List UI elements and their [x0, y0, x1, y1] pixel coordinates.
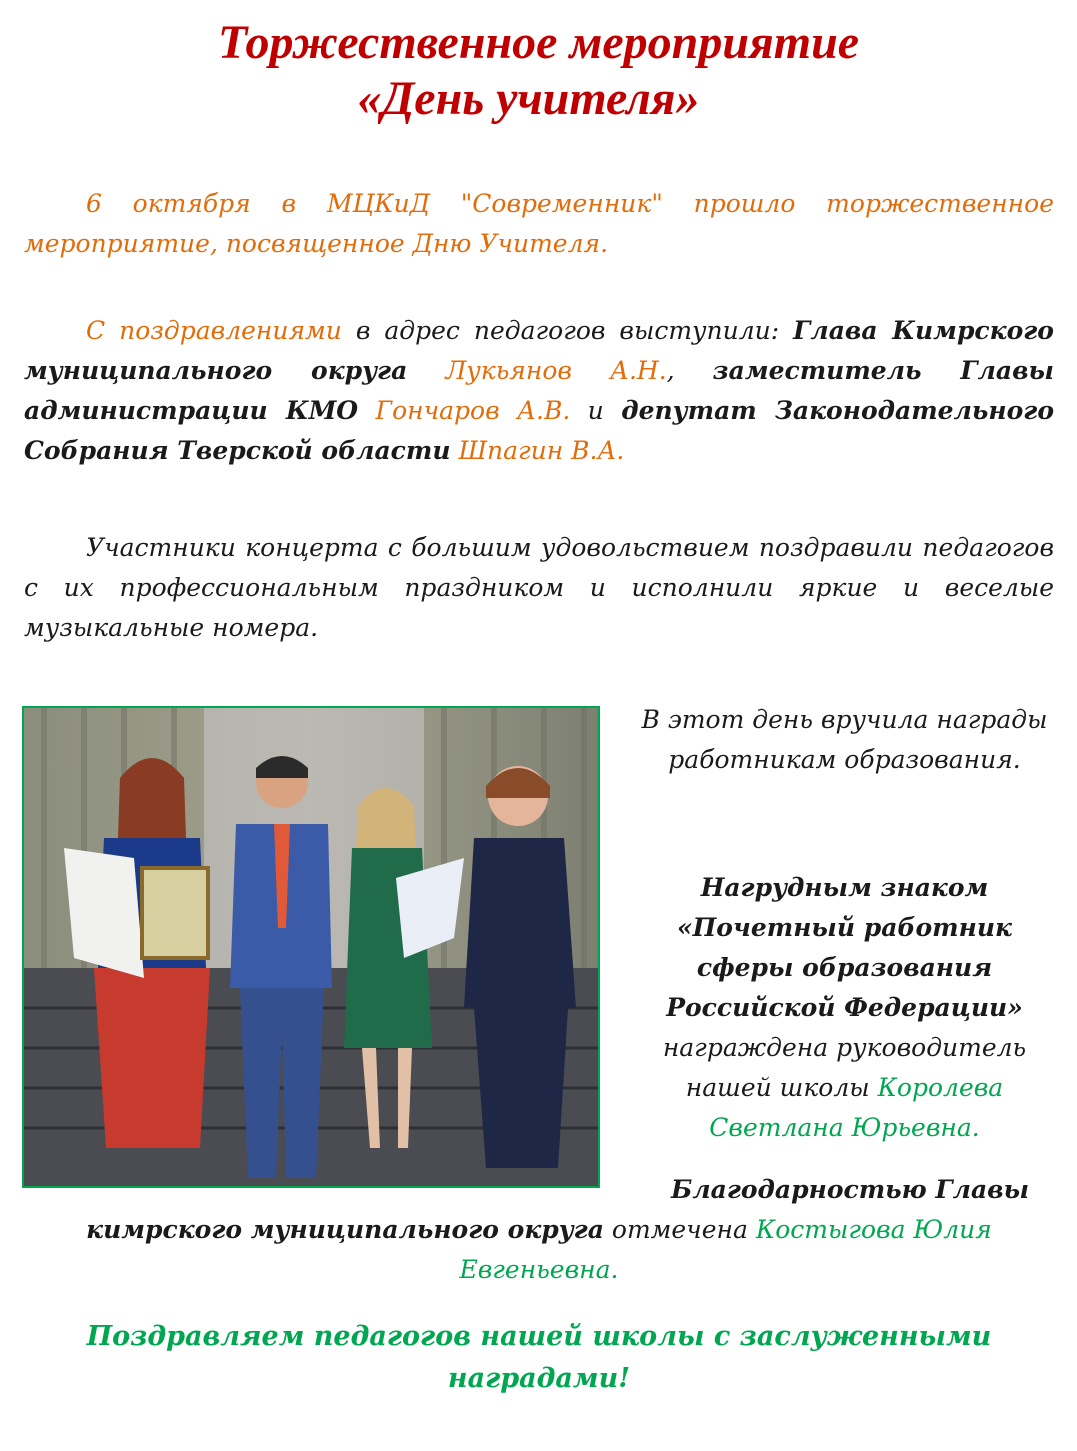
- congrats-text-2: ,: [666, 356, 713, 385]
- speaker-role-3: депутат Законодательного Собрания Тверской области: [24, 396, 1054, 465]
- thanks-title: кимрского муниципального округа: [86, 1215, 604, 1244]
- speaker-name-1: Лукьянов А.Н.: [407, 356, 667, 385]
- speaker-name-3: Шпагин В.А.: [450, 436, 625, 465]
- thanks-paragraph: [24, 1210, 1054, 1290]
- award-text: награждена руководитель нашей школы: [662, 1033, 1027, 1102]
- award-title: Нагрудным знаком «Почетный работник сферы образования Российской Федерации»: [666, 873, 1023, 1022]
- title-line-1: Торжественное мероприятие: [217, 16, 860, 69]
- thanks-text: отмечена: [603, 1215, 756, 1244]
- photo-illustration: [24, 708, 598, 1186]
- speaker-role-2: заместитель Главы администрации КМО: [24, 356, 1054, 425]
- thanks-recipient: Костыгова Юлия Евгеньевна.: [459, 1215, 992, 1284]
- awards-intro: В этот день вручила награды работникам образования.: [641, 705, 1048, 774]
- congrats-text-3: и: [570, 396, 622, 425]
- intro-text: 6 октября в МЦКиД "Современник" прошло торжественное мероприятие, посвященное Дню Учителя.: [24, 189, 1054, 258]
- award-paragraph: [632, 868, 1057, 1148]
- congrats-lead: С поздравлениями: [86, 316, 342, 345]
- closing-congratulations: Поздравляем педагогов нашей школы с заслуженными наградами!: [86, 1321, 992, 1394]
- congratulations-paragraph: [24, 311, 1054, 471]
- award-recipient: Королева Светлана Юрьевна.: [709, 1073, 1004, 1142]
- intro-paragraph: [24, 184, 1054, 264]
- concert-paragraph: [24, 528, 1054, 648]
- title-line-2: «День учителя»: [357, 72, 700, 125]
- speaker-role-1: Глава Кимрского муниципального округа: [24, 316, 1054, 385]
- congrats-text-1: в адрес педагогов выступили:: [341, 316, 794, 345]
- speaker-name-2: Гончаров А.В.: [358, 396, 571, 425]
- award-photo: [22, 706, 600, 1188]
- concert-text: Участники концерта с большим удовольствием поздравили педагогов с их профессиональным праздником и исполнили яркие и веселые музыкальные номера.: [24, 533, 1054, 642]
- thanks-title-line: Благодарностью Главы: [670, 1175, 1030, 1204]
